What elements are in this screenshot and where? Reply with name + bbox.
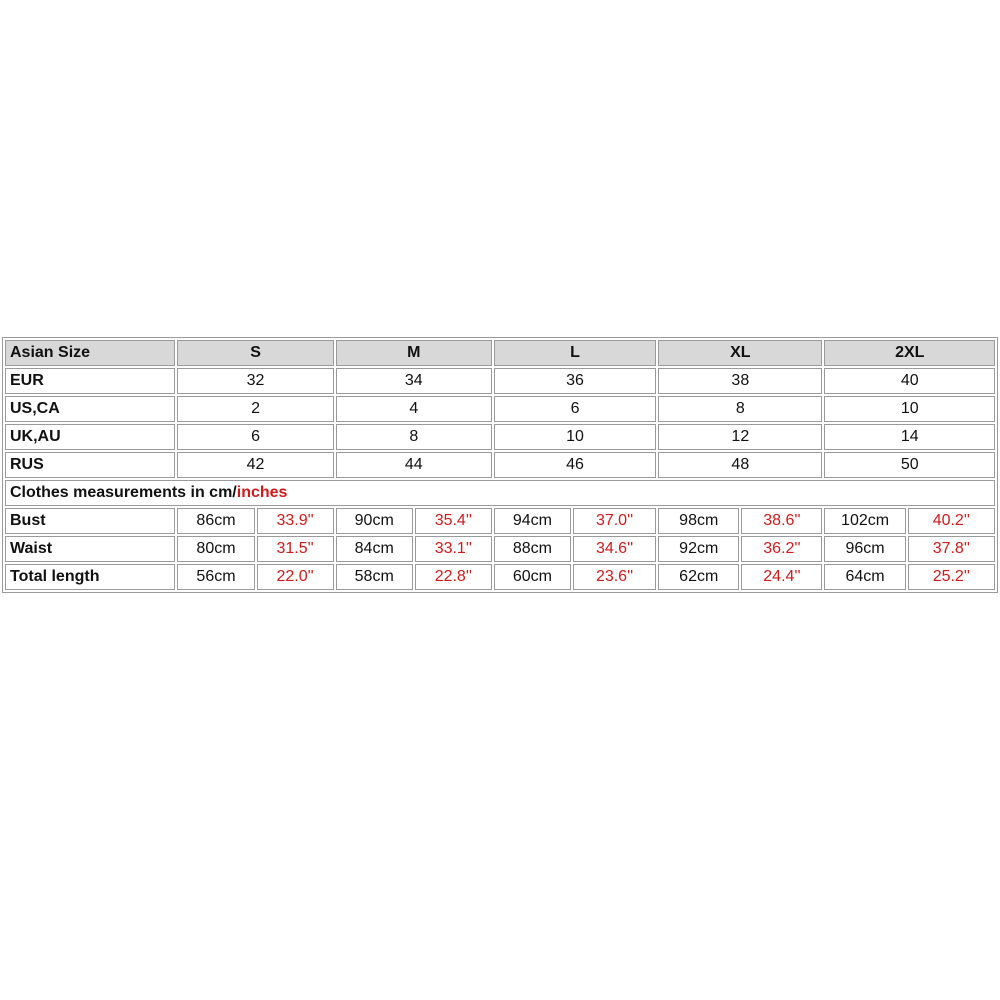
size-2xl: 2XL (824, 340, 995, 366)
table-cell: 12 (658, 424, 822, 450)
inch-cell: 36.2'' (741, 536, 822, 562)
inch-cell: 23.6'' (573, 564, 656, 590)
cm-cell: 98cm (658, 508, 739, 534)
table-cell: 6 (494, 396, 656, 422)
table-cell: 10 (494, 424, 656, 450)
table-cell: 2 (177, 396, 333, 422)
table-cell: 50 (824, 452, 995, 478)
size-xl: XL (658, 340, 822, 366)
inch-cell: 25.2'' (908, 564, 995, 590)
measurement-row-waist (5, 536, 995, 562)
row-label: Bust (5, 508, 175, 534)
table-cell: 6 (177, 424, 333, 450)
size-m: M (336, 340, 492, 366)
cm-cell: 56cm (177, 564, 254, 590)
cm-cell: 58cm (336, 564, 413, 590)
table-cell: 46 (494, 452, 656, 478)
cm-cell: 86cm (177, 508, 254, 534)
table-cell: 10 (824, 396, 995, 422)
inch-cell: 38.6'' (741, 508, 822, 534)
row-label: US,CA (5, 396, 175, 422)
table-cell: 36 (494, 368, 656, 394)
cm-cell: 80cm (177, 536, 254, 562)
measurements-heading (5, 480, 995, 506)
conversion-row-uk-au (5, 424, 995, 450)
measurement-row-total-length (5, 564, 995, 590)
cm-cell: 84cm (336, 536, 413, 562)
measurement-row-bust (5, 508, 995, 534)
table-cell: 8 (658, 396, 822, 422)
size-s: S (177, 340, 333, 366)
inch-cell: 37.8'' (908, 536, 995, 562)
cm-cell: 88cm (494, 536, 571, 562)
size-header-row (5, 340, 995, 366)
table-cell: 32 (177, 368, 333, 394)
inch-cell: 40.2'' (908, 508, 995, 534)
table-cell: 44 (336, 452, 492, 478)
table-cell: 48 (658, 452, 822, 478)
cm-cell: 64cm (824, 564, 905, 590)
cm-cell: 62cm (658, 564, 739, 590)
row-label: RUS (5, 452, 175, 478)
size-chart-table (2, 337, 998, 593)
table-cell: 4 (336, 396, 492, 422)
row-label: EUR (5, 368, 175, 394)
conversion-row-us-ca (5, 396, 995, 422)
inch-cell: 33.9'' (257, 508, 334, 534)
table-cell: 34 (336, 368, 492, 394)
cm-cell: 60cm (494, 564, 571, 590)
conversion-row-rus (5, 452, 995, 478)
row-label: Total length (5, 564, 175, 590)
table-cell: 42 (177, 452, 333, 478)
inch-cell: 31.5'' (257, 536, 334, 562)
inch-cell: 24.4'' (741, 564, 822, 590)
table-cell: 40 (824, 368, 995, 394)
cm-cell: 92cm (658, 536, 739, 562)
cm-cell: 94cm (494, 508, 571, 534)
cm-cell: 96cm (824, 536, 905, 562)
inch-cell: 22.8'' (415, 564, 492, 590)
size-l: L (494, 340, 656, 366)
conversion-row-eur (5, 368, 995, 394)
measurements-heading-prefix: Clothes measurements in cm/ (10, 484, 237, 501)
table-cell: 8 (336, 424, 492, 450)
inch-cell: 34.6'' (573, 536, 656, 562)
table-cell: 38 (658, 368, 822, 394)
header-label: Asian Size (5, 340, 175, 366)
measurements-heading-row (5, 480, 995, 506)
table-cell: 14 (824, 424, 995, 450)
row-label: UK,AU (5, 424, 175, 450)
inch-cell: 35.4'' (415, 508, 492, 534)
row-label: Waist (5, 536, 175, 562)
cm-cell: 102cm (824, 508, 905, 534)
measurements-heading-accent: inches (236, 484, 288, 501)
cm-cell: 90cm (336, 508, 413, 534)
inch-cell: 37.0'' (573, 508, 656, 534)
inch-cell: 22.0'' (257, 564, 334, 590)
inch-cell: 33.1'' (415, 536, 492, 562)
